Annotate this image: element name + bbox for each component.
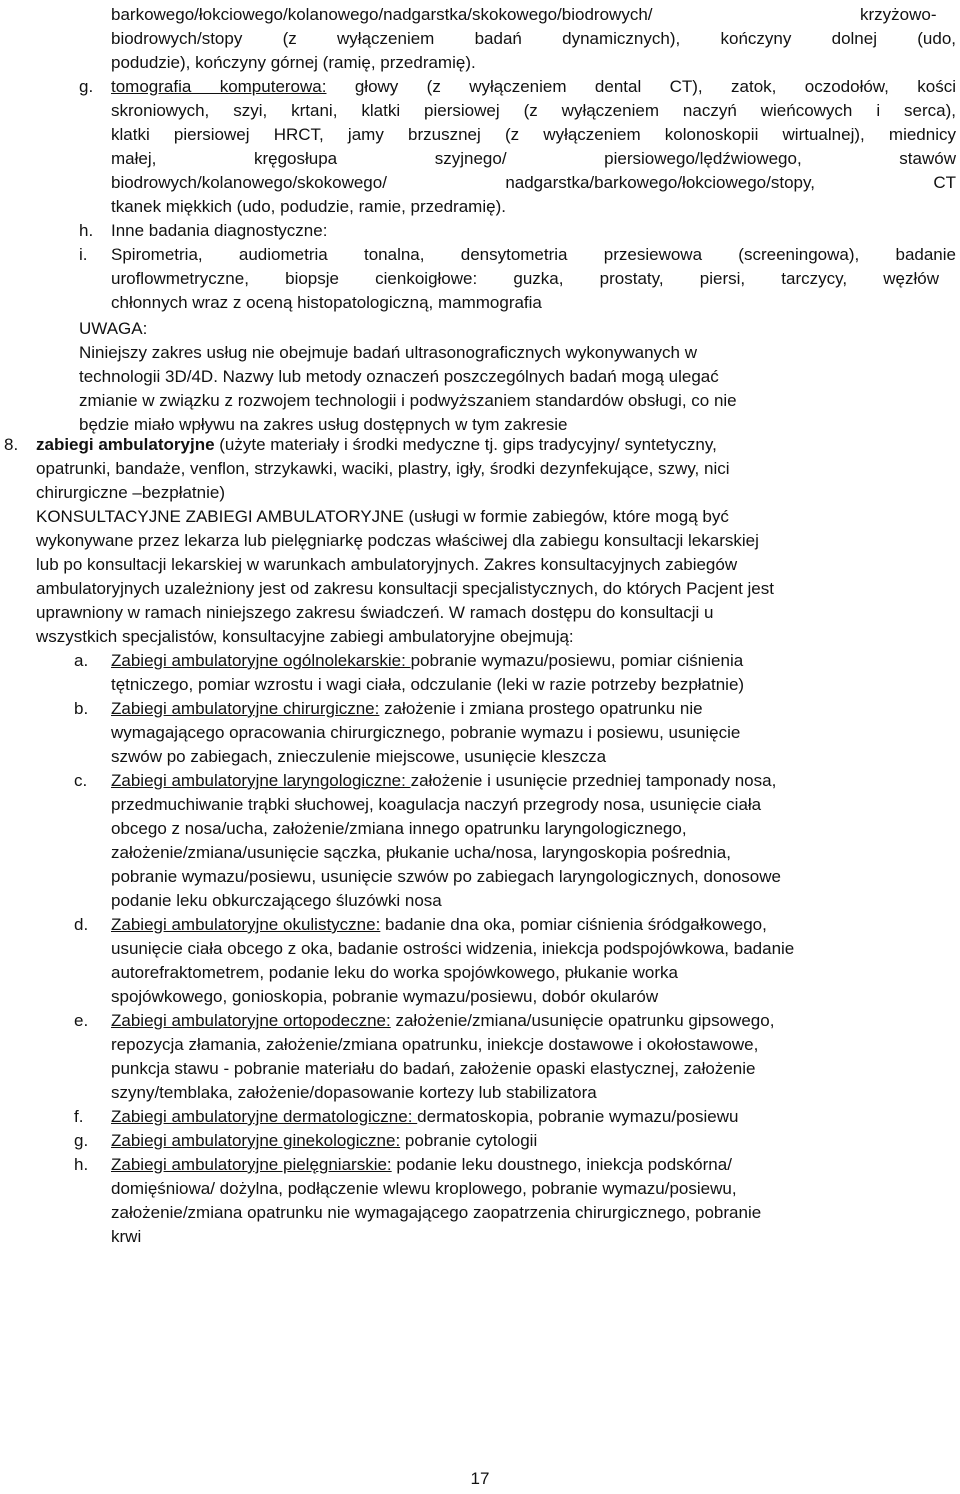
text-line: pobranie wymazu/posiewu, usunięcie szwów po zabiegach laryngologicznych, donosowe: [111, 867, 781, 886]
text-line: chirurgiczne –bezpłatnie): [36, 483, 225, 502]
list-marker: f.: [74, 1107, 84, 1126]
item-title: Zabiegi ambulatoryjne ortopodeczne:: [111, 1011, 391, 1030]
item-title: Zabiegi ambulatoryjne dermatologiczne:: [111, 1107, 418, 1126]
item-title: Zabiegi ambulatoryjne okulistyczne:: [111, 915, 381, 934]
page-number: 17: [470, 1469, 490, 1488]
text-line: Spirometria, audiometria tonalna, densytometria przesiewowa (screeningowa), badanie: [111, 245, 956, 264]
list-marker: g.: [74, 1131, 89, 1150]
list-marker: h.: [74, 1155, 89, 1174]
text-line: szwów po zabiegach, znieczulenie miejscowe, usunięcie kleszcza: [111, 747, 607, 766]
list-marker: i.: [79, 245, 88, 264]
text-line: biodrowych/kolanowego/skokowego/ nadgarstka/barkowego/łokciowego/stopy, CT: [111, 173, 956, 192]
text-line: opatrunki, bandaże, venflon, strzykawki, waciki, plastry, igły, środki dezynfekujące, szwy, nici: [36, 459, 730, 478]
text-line: podudzie), kończyny górnej (ramię, przedramię).: [111, 53, 476, 72]
text-line: Zabiegi ambulatoryjne ortopodeczne: założenie/zmiana/usunięcie opatrunku gipsowego,: [111, 1011, 775, 1030]
text-line: zmianie w związku z rozwojem technologii i podwyższaniem standardów obsługi, co nie: [79, 391, 737, 410]
text-line: Zabiegi ambulatoryjne ginekologiczne: pobranie cytologii: [111, 1131, 538, 1150]
text-line: chłonnych wraz z oceną histopatologiczną, mammografia: [111, 293, 542, 312]
text-line: uroflowmetryczne, biopsje cienkoigłowe: guzka, prostaty, piersi, tarczycy, węzłów: [111, 269, 939, 288]
text-line: Zabiegi ambulatoryjne ogólnolekarskie: pobranie wymazu/posiewu, pomiar ciśnienia: [111, 651, 744, 670]
text-line: uprawniony w ramach niniejszego zakresu świadczeń. W ramach dostępu do konsultacji u: [36, 603, 714, 622]
text-line: Inne badania diagnostyczne:: [111, 221, 328, 240]
text-line: autorefraktometrem, podanie leku do worka spojówkowego, płukanie worka: [111, 963, 678, 982]
text-line: zabiegi ambulatoryjne (użyte materiały i środki medyczne tj. gips tradycyjny/ syntetyczny,: [36, 435, 717, 454]
text-line: krwi: [111, 1227, 142, 1246]
list-marker: d.: [74, 915, 89, 934]
item-title: Zabiegi ambulatoryjne laryngologiczne:: [111, 771, 411, 790]
list-marker: a.: [74, 651, 89, 670]
text-line: KONSULTACYJNE ZABIEGI AMBULATORYJNE (usługi w formie zabiegów, które mogą być: [36, 507, 729, 526]
text-line: biodrowych/stopy (z wyłączeniem badań dynamicznych), kończyny dolnej (udo,: [111, 29, 956, 48]
text-line: Zabiegi ambulatoryjne laryngologiczne: założenie i usunięcie przedniej tamponady nosa,: [111, 771, 777, 790]
text-line: repozycja złamania, założenie/zmiana opatrunku, iniekcje dostawowe i okołostawowe,: [111, 1035, 759, 1054]
text-line: klatki piersiowej HRCT, jamy brzusznej (z wyłączeniem kolonoskopii wirtualnej), miednicy: [111, 125, 956, 144]
text-line: tkanek miękkich (udo, podudzie, ramie, przedramię).: [111, 197, 506, 216]
text-line: Niniejszy zakres usług nie obejmuje badań ultrasonograficznych wykonywanych w: [79, 343, 697, 362]
text-line: Zabiegi ambulatoryjne chirurgiczne: założenie i zmiana prostego opatrunku nie: [111, 699, 703, 718]
text-line: założenie/zmiana/usunięcie sączka, płukanie ucha/nosa, laryngoskopia pośrednia,: [111, 843, 731, 862]
text-line: ambulatoryjnych uzależniony jest od zakresu konsultacji specjalistycznych, do których Pacjent jest: [36, 579, 774, 598]
item-title: Zabiegi ambulatoryjne ginekologiczne:: [111, 1131, 401, 1150]
text-line: domięśniowa/ dożylna, podłączenie wlewu kroplowego, pobranie wymazu/posiewu,: [111, 1179, 737, 1198]
text-line: Zabiegi ambulatoryjne dermatologiczne: dermatoskopia, pobranie wymazu/posiewu: [111, 1107, 739, 1126]
text-line: tomografia komputerowa: głowy (z wyłączeniem dental CT), zatok, oczodołów, kości: [111, 77, 956, 96]
text-line: krzyżowo-: [860, 5, 937, 24]
text-line: podanie leku obkurczającego śluzówki nosa: [111, 891, 442, 910]
item-title: Zabiegi ambulatoryjne pielęgniarskie:: [111, 1155, 392, 1174]
text-line: Zabiegi ambulatoryjne okulistyczne: badanie dna oka, pomiar ciśnienia śródgałkowego,: [111, 915, 767, 934]
item-title: Zabiegi ambulatoryjne ogólnolekarskie:: [111, 651, 411, 670]
text-line: punkcja stawu - pobranie materiału do badań, założenie opaski elastycznej, założenie: [111, 1059, 756, 1078]
list-marker: b.: [74, 699, 89, 718]
list-marker: c.: [74, 771, 88, 790]
text-line: Zabiegi ambulatoryjne pielęgniarskie: podanie leku doustnego, iniekcja podskórna/: [111, 1155, 732, 1174]
list-marker: g.: [79, 77, 94, 96]
text-line: obcego z nosa/ucha, założenie/zmiana innego opatrunku laryngologicznego,: [111, 819, 687, 838]
text-line: tętniczego, pomiar wzrostu i wagi ciała, odczulanie (leki w razie potrzeby bezpłatnie): [111, 675, 745, 694]
list-marker: e.: [74, 1011, 89, 1030]
section-title: zabiegi ambulatoryjne: [36, 435, 215, 454]
text-line: przedmuchiwanie trąbki słuchowej, koagulacja naczyń przegrody nosa, usunięcie ciała: [111, 795, 762, 814]
text-line: wszystkich specjalistów, konsultacyjne zabiegi ambulatoryjne obejmują:: [36, 627, 574, 646]
text-line: będzie miało wpływu na zakres usług dostępnych w tym zakresie: [79, 415, 568, 434]
list-marker: h.: [79, 221, 94, 240]
text-line: szyny/temblaka, założenie/dopasowanie kortezy lub stabilizatora: [111, 1083, 597, 1102]
text-line: małej, kręgosłupa szyjnego/ piersiowego/lędźwiowego, stawów: [111, 149, 956, 168]
text-line: założenie/zmiana opatrunku nie wymagającego zaopatrzenia chirurgicznego, pobranie: [111, 1203, 762, 1222]
text-line: technologii 3D/4D. Nazwy lub metody oznaczeń poszczególnych badań mogą ulegać: [79, 367, 719, 386]
text-line: spojówkowego, gonioskopia, pobranie wymazu/posiewu, dobór okularów: [111, 987, 659, 1006]
text-line: usunięcie ciała obcego z oka, badanie ostrości widzenia, iniekcja podspojówkowa, badanie: [111, 939, 795, 958]
item-title: tomografia komputerowa:: [111, 77, 327, 96]
item-title: Zabiegi ambulatoryjne chirurgiczne:: [111, 699, 380, 718]
text-line: lub po konsultacji lekarskiej w warunkach ambulatoryjnych. Zakres konsultacyjnych zabiegów: [36, 555, 738, 574]
text-line: wymagającego opracowania chirurgicznego, pobranie wymazu i posiewu, usunięcie: [111, 723, 741, 742]
text-line: wykonywane przez lekarza lub pielęgniarkę podczas właściwej dla zabiegu konsultacji lekarskiej: [36, 531, 759, 550]
note-heading: UWAGA:: [79, 319, 148, 338]
text-line: barkowego/łokciowego/kolanowego/nadgarstka/skokowego/biodrowych/: [111, 5, 653, 24]
text-line: skroniowych, szyi, krtani, klatki piersiowej (z wyłączeniem naczyń wieńcowych i serca),: [111, 101, 956, 120]
section-number: 8.: [4, 435, 19, 454]
